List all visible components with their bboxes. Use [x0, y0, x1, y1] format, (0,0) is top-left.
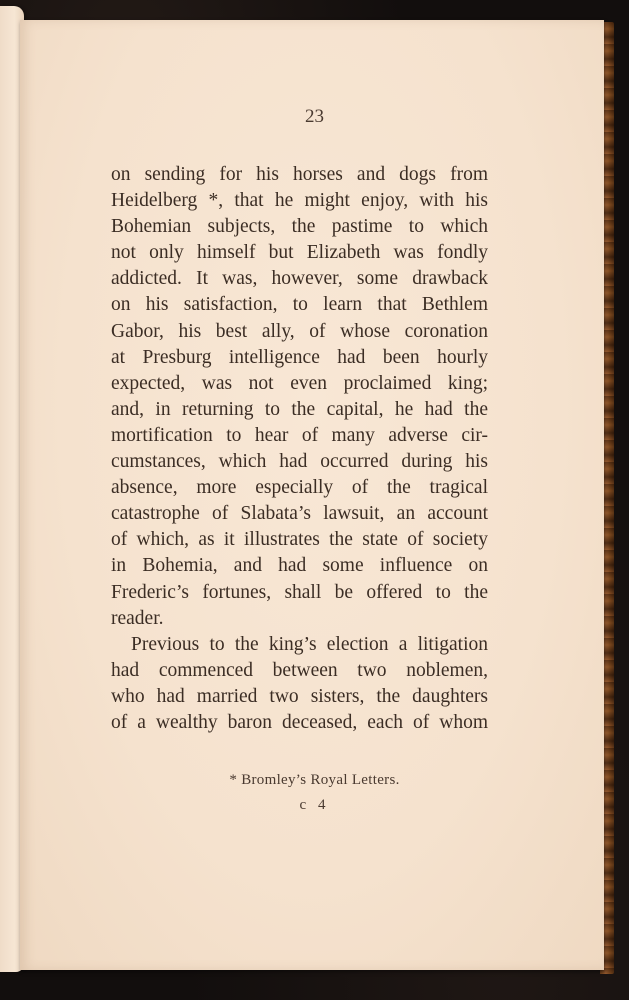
text-line: Gabor, his best ally, of whose coronation [111, 320, 488, 342]
text-line: on his satisfaction, to learn that Bethlem [111, 294, 488, 316]
text-line: Previous to the king’s election a litigation [131, 633, 488, 655]
text-line: catastrophe of Slabata’s lawsuit, an account [111, 503, 488, 525]
text-line: mortification to hear of many adverse cir- [111, 424, 488, 446]
footnote: * Bromley’s Royal Letters. [229, 772, 400, 788]
text-line: on sending for his horses and dogs from [111, 164, 488, 185]
text-line: had commenced between two noblemen, [111, 659, 488, 681]
text-line: not only himself but Elizabeth was fondly [111, 242, 488, 264]
text-line: and, in returning to the capital, he had the [111, 398, 488, 420]
text-line: of a wealthy baron deceased, each of whom [111, 711, 488, 733]
text-line: reader. [111, 607, 164, 629]
text-line: Frederic’s fortunes, shall be offered to the [111, 581, 488, 603]
body-text [111, 162, 488, 736]
text-line: expected, was not even proclaimed king; [111, 372, 488, 394]
text-line: of which, as it illustrates the state of society [111, 529, 488, 551]
text-line: absence, more especially of the tragical [111, 477, 488, 499]
text-line: in Bohemia, and had some influence on [111, 555, 488, 577]
text-line: who had married two sisters, the daughters [111, 685, 488, 707]
text-line: cumstances, which had occurred during his [111, 451, 488, 473]
text-line: at Presburg intelligence had been hourly [111, 346, 488, 368]
text-line: addicted. It was, however, some drawback [111, 268, 488, 290]
page-number: 23 [305, 106, 324, 127]
text-line: Bohemian subjects, the pastime to which [111, 216, 488, 238]
signature-mark: c 4 [299, 797, 330, 813]
text-line: Heidelberg *, that he might enjoy, with his [111, 190, 488, 212]
